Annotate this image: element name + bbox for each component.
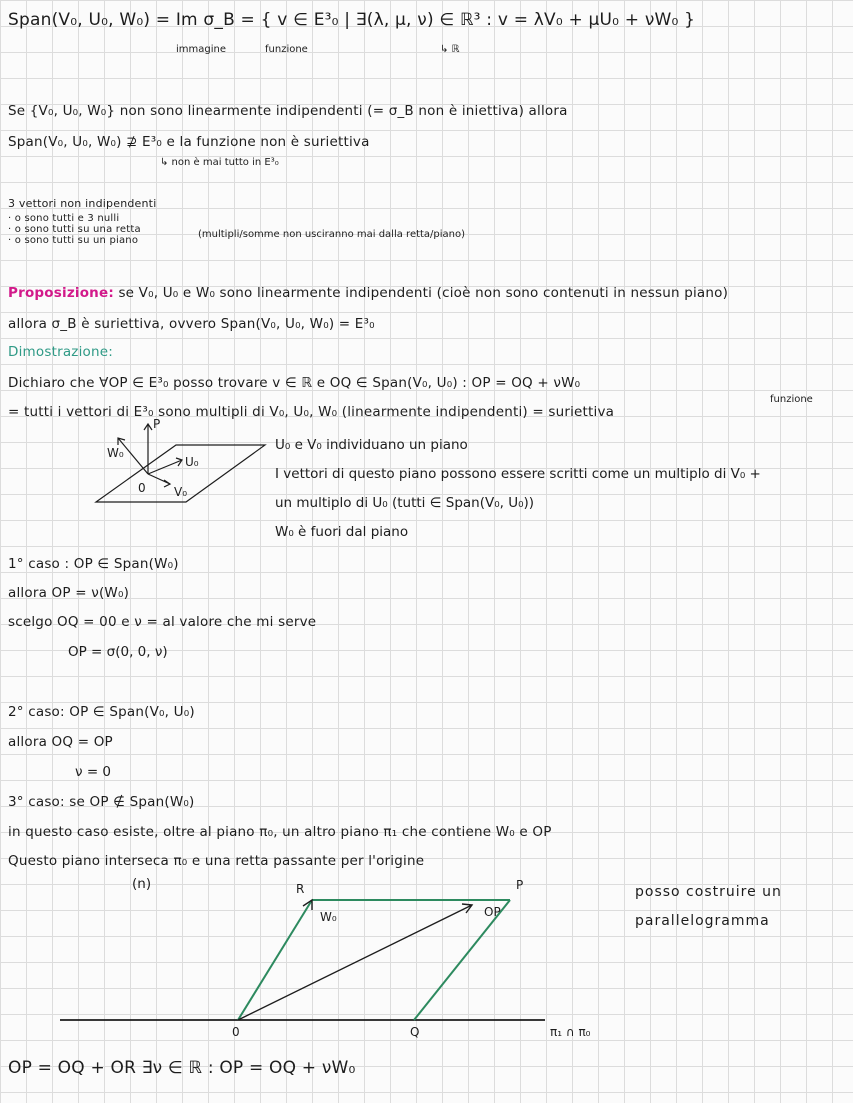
- origin-2-label: 0: [232, 1025, 240, 1039]
- u0-label: U₀: [185, 455, 199, 469]
- v0-label: V₀: [174, 485, 188, 499]
- reals-note: ↳ ℝ: [440, 44, 460, 55]
- case1-scelgo: scelgo OQ = 00 e ν = al valore che mi serve: [8, 614, 317, 630]
- r-label: R: [296, 882, 305, 896]
- w0-label: W₀: [107, 446, 124, 460]
- pi-label: π₁ ∩ π₀: [550, 1025, 591, 1039]
- w0-2-label: W₀: [320, 910, 337, 924]
- case3-line-2: Questo piano interseca π₀ e una retta passante per l'origine: [8, 853, 425, 869]
- three-vectors-heading: 3 vettori non indipendenti: [8, 197, 157, 210]
- origin-label: 0: [138, 481, 146, 495]
- final-equation: OP = OQ + OR ∃ν ∈ ℝ : OP = OQ + νW₀: [8, 1058, 356, 1078]
- case1-allora: allora OP = ν(W₀): [8, 585, 130, 601]
- side-note-1: posso costruire un: [635, 884, 782, 900]
- dimostrazione-label: Dimostrazione:: [8, 344, 114, 360]
- op-label: OP: [484, 905, 501, 919]
- condition-line: Se {V₀, U₀, W₀} non sono linearmente indipendenti (= σ_B non è iniettiva) allora: [8, 103, 568, 119]
- plane-desc-4: W₀ è fuori dal piano: [275, 524, 409, 540]
- immagine-note: immagine: [176, 44, 227, 55]
- case3-line-1: in questo caso esiste, oltre al piano π₀, un altro piano π₁ che contiene W₀ e OP: [8, 824, 552, 840]
- q-label: Q: [410, 1025, 420, 1039]
- case1-heading: 1° caso : OP ∈ Span(W₀): [8, 556, 179, 572]
- bullet-plane: · o sono tutti su un piano: [8, 235, 139, 246]
- case3-heading: 3° caso: se OP ∉ Span(W₀): [8, 794, 195, 810]
- case1-result: OP = σ(0, 0, ν): [68, 644, 168, 660]
- funzione-note: funzione: [265, 44, 308, 55]
- plane-desc-1: U₀ e V₀ individuano un piano: [275, 437, 468, 453]
- case3-n: (n): [132, 876, 152, 892]
- bullet-note: (multipli/somme non usciranno mai dalla retta/piano): [198, 229, 466, 240]
- funzione-label: funzione: [770, 394, 813, 405]
- bullet-line: · o sono tutti su una retta: [8, 224, 141, 235]
- u0-vector: [148, 460, 182, 474]
- plane-desc-3: un multiplo di U₀ (tutti ∈ Span(V₀, U₀)): [275, 495, 535, 511]
- proposition-text-2: allora σ_B è suriettiva, ovvero Span(V₀, U₀, W₀) = E³₀: [8, 316, 375, 332]
- p2-label: P: [516, 878, 524, 892]
- proposition-label: Proposizione:: [8, 285, 114, 301]
- bullet-null: · o sono tutti e 3 nulli: [8, 213, 120, 224]
- case2-nu: ν = 0: [75, 764, 112, 780]
- all-vectors-line: = tutti i vettori di E³₀ sono multipli di V₀, U₀, W₀ (linearmente indipendenti) = suriettiva: [8, 404, 615, 420]
- parallelogram-diagram: [60, 878, 591, 1039]
- span-not-e3-line: Span(V₀, U₀, W₀) ⊉ E³₀ e la funzione non è suriettiva: [8, 134, 370, 150]
- case2-allora: allora OQ = OP: [8, 734, 113, 750]
- case2-heading: 2° caso: OP ∈ Span(V₀, U₀): [8, 704, 195, 720]
- span-not-e3-note: ↳ non è mai tutto in E³₀: [160, 157, 279, 168]
- claim-line: Dichiaro che ∀OP ∈ E³₀ posso trovare v ∈ ℝ e OQ ∈ Span(V₀, U₀) : OP = OQ + νW₀: [8, 375, 581, 391]
- span-definition: Span(V₀, U₀, W₀) = Im σ_B = { v ∈ E³₀ | ∃(λ, μ, ν) ∈ ℝ³ : v = λV₀ + μU₀ + νW₀ }: [8, 10, 696, 30]
- p-label: P: [153, 417, 161, 431]
- plane-desc-2: I vettori di questo piano possono essere scritti come un multiplo di V₀ +: [275, 466, 761, 482]
- side-note-2: parallelogramma: [635, 913, 770, 929]
- plane-diagram: [96, 417, 265, 502]
- proposition-text: se V₀, U₀ e W₀ sono linearmente indipendenti (cioè non sono contenuti in nessun piano): [118, 285, 729, 301]
